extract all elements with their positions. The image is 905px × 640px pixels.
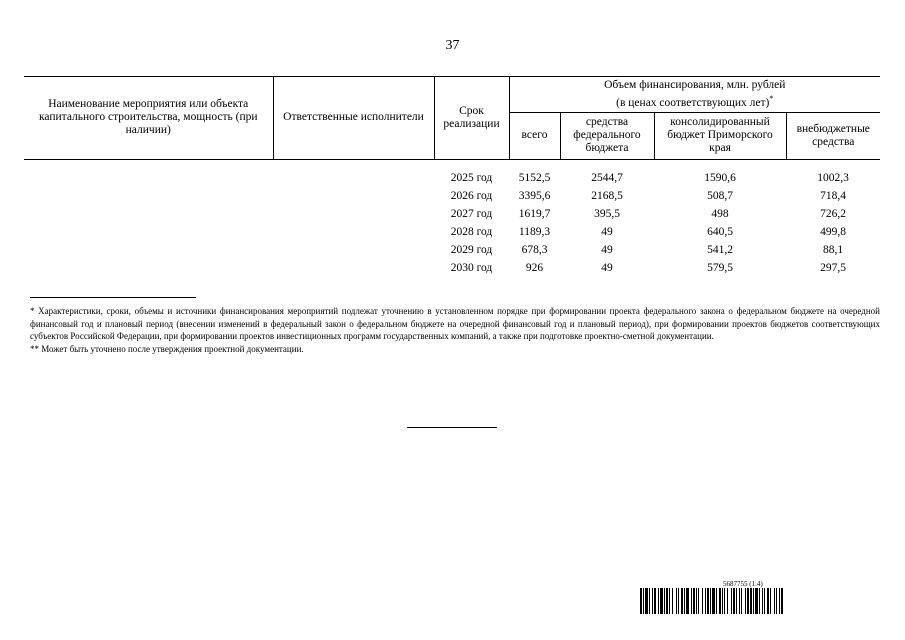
footnote-separator [30, 297, 196, 298]
footnote-1: * Характеристики, сроки, объемы и источники финансирования мероприятий подлежат уточнению в установленном порядке при формировании проекта федерального закона о федеральном бюджете на очередной финансовый год и плановый период (внесении изменений в федеральный закон о федеральном бюджете на очередной финансовый год и плановый период), при формировании проектов бюджетов соответствующих субъектов Российской Федерации, при формировании проектов инвестиционных программ государственных компаний, а также при подготовке проектно-сметной документации. [30, 306, 880, 341]
row-name-cell [24, 188, 273, 206]
row-federal: 2544,7 [591, 172, 623, 185]
row-total: 926 [525, 262, 544, 275]
table-row [24, 260, 880, 278]
row-extra: 726,2 [820, 208, 846, 221]
row-extra: 499,8 [820, 226, 846, 239]
row-total: 1189,3 [518, 226, 551, 239]
row-executors-cell [273, 242, 434, 260]
footnotes [30, 305, 880, 355]
row-extra: 297,5 [820, 262, 846, 275]
header-name: Наименование мероприятия или объекта капитального строительства, мощность (при наличии) [24, 77, 273, 160]
barcode [640, 588, 880, 614]
row-regional: 498 [711, 208, 729, 221]
header-financing-subtitle: (в ценах соответствующих лет) [616, 96, 770, 109]
row-name-cell [24, 170, 273, 188]
row-regional: 508,7 [707, 190, 733, 203]
row-year: 2026 год [450, 190, 493, 203]
header-financing [509, 77, 880, 113]
row-name-cell [24, 242, 273, 260]
row-year: 2027 год [450, 208, 493, 221]
row-year: 2030 год [450, 262, 493, 275]
row-total: 1619,7 [518, 208, 551, 221]
financing-table [24, 76, 880, 278]
row-federal: 49 [601, 262, 613, 275]
row-year: 2028 год [450, 226, 493, 239]
row-total: 678,3 [521, 244, 548, 257]
barcode-bar [783, 588, 784, 614]
header-financing-title: Объем финансирования, млн. рублей [604, 79, 786, 91]
header-federal: средства федерального бюджета [560, 112, 654, 159]
financing-table-wrapper [24, 76, 880, 278]
row-name-cell [24, 260, 273, 278]
header-financing-footnote-mark: * [769, 94, 774, 103]
row-year: 2029 год [450, 244, 493, 257]
header-executors: Ответственные исполнители [273, 77, 434, 160]
page-number: 37 [445, 38, 460, 53]
row-federal: 49 [601, 244, 613, 257]
table-row [24, 170, 880, 188]
table-row [24, 188, 880, 206]
row-total: 3395,6 [518, 190, 551, 203]
table-row [24, 242, 880, 260]
row-extra: 718,4 [820, 190, 846, 203]
row-regional: 579,5 [707, 262, 733, 275]
row-regional: 1590,6 [704, 172, 736, 185]
row-executors-cell [273, 188, 434, 206]
row-name-cell [24, 206, 273, 224]
row-federal: 395,5 [594, 208, 620, 221]
row-federal: 2168,5 [591, 190, 623, 203]
table-spacer [24, 159, 880, 170]
header-regional: консолидированный бюджет Приморского края [654, 112, 786, 159]
header-extra: внебюджетные средства [786, 112, 880, 159]
row-extra: 1002,3 [817, 172, 849, 185]
row-executors-cell [273, 206, 434, 224]
barcode-code: 5687755 (1.4) [723, 580, 763, 588]
row-federal: 49 [601, 226, 613, 239]
row-total: 5152,5 [518, 172, 551, 185]
footnote-2: ** Может быть уточнено после утверждения проектной документации. [30, 343, 304, 354]
row-executors-cell [273, 260, 434, 278]
table-row [24, 224, 880, 242]
row-name-cell [24, 224, 273, 242]
row-regional: 640,5 [707, 226, 733, 239]
header-term: Срок реализации [434, 77, 509, 160]
row-extra: 88,1 [822, 244, 844, 257]
row-regional: 541,2 [707, 244, 733, 257]
row-year: 2025 год [450, 172, 493, 185]
row-executors-cell [273, 224, 434, 242]
header-total: всего [509, 112, 560, 159]
row-executors-cell [273, 170, 434, 188]
table-row [24, 206, 880, 224]
end-of-document-line [407, 427, 497, 428]
